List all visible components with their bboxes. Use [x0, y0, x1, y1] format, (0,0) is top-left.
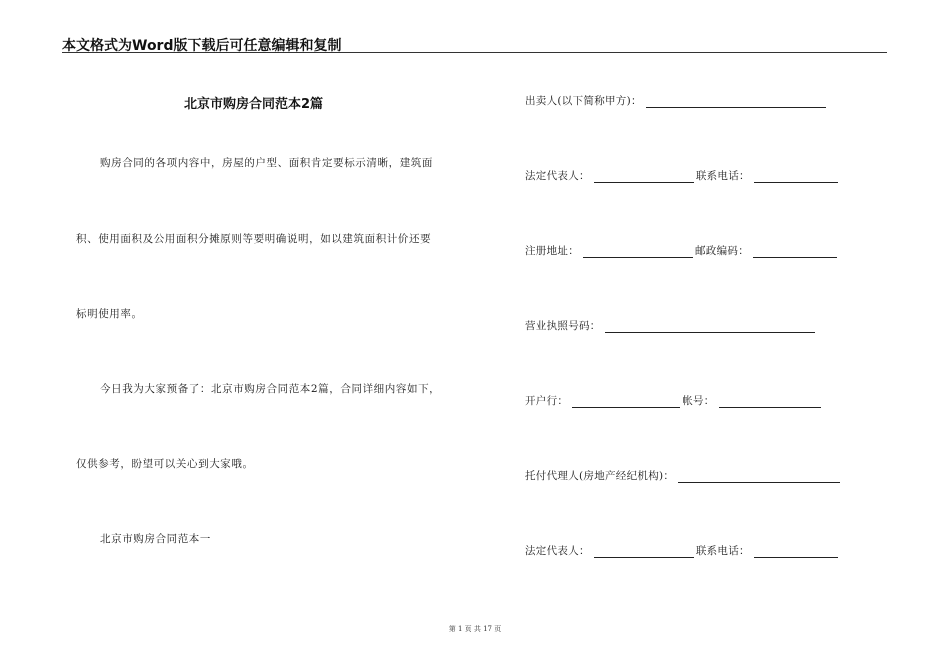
- paragraph-line: 标明使用率。: [76, 308, 143, 320]
- agent-blank: [678, 470, 840, 483]
- paragraph-line: 仅供参考，盼望可以关心到大家哦。: [76, 458, 254, 470]
- bank-label: 开户行：: [525, 395, 569, 407]
- agent-label: 托付代理人(房地产经纪机构)：: [525, 470, 675, 482]
- seller-blank: [646, 95, 826, 108]
- paragraph-line: 积、使用面积及公用面积分摊原则等要明确说明，如以建筑面积计价还要: [76, 233, 432, 245]
- postcode-blank: [753, 245, 837, 258]
- seller-label: 出卖人(以下简称甲方)：: [525, 95, 642, 107]
- legal-rep-row-2: [525, 543, 838, 558]
- phone-label: 联系电话：: [695, 170, 750, 182]
- legal-rep-label: 法定代表人：: [525, 170, 590, 182]
- document-header: 本文格式为Word版下载后可任意编辑和复制: [62, 38, 342, 54]
- paragraph-line: 今日我为大家预备了：北京市购房合同范本2篇，合同详细内容如下，: [100, 383, 441, 395]
- license-row: [525, 318, 815, 333]
- page-number: 第 1 页 共 17 页: [448, 625, 502, 633]
- account-label: 帐号：: [682, 395, 715, 407]
- reg-address-label: 注册地址：: [525, 245, 579, 257]
- license-blank: [605, 320, 815, 333]
- reg-address-blank: [583, 245, 693, 258]
- seller-field: [525, 93, 826, 108]
- phone-blank: [754, 170, 838, 183]
- document-title: 北京市购房合同范本2篇: [184, 97, 324, 112]
- postcode-label: 邮政编码：: [695, 245, 749, 257]
- legal-rep-label: 法定代表人：: [525, 545, 590, 557]
- legal-rep-row-1: [525, 168, 838, 183]
- legal-rep-blank: [594, 170, 694, 183]
- license-label: 营业执照号码：: [525, 320, 601, 332]
- account-blank: [719, 395, 821, 408]
- header-divider: [62, 52, 887, 53]
- bank-blank: [572, 395, 680, 408]
- agent-row: [525, 468, 840, 483]
- phone-label: 联系电话：: [695, 545, 750, 557]
- bank-row: [525, 393, 821, 408]
- paragraph-line: 购房合同的各项内容中，房屋的户型、面积肯定要标示清晰，建筑面: [100, 157, 433, 169]
- legal-rep-blank: [594, 545, 694, 558]
- phone-blank: [754, 545, 838, 558]
- section-heading: 北京市购房合同范本一: [100, 533, 211, 545]
- address-row: [525, 243, 837, 258]
